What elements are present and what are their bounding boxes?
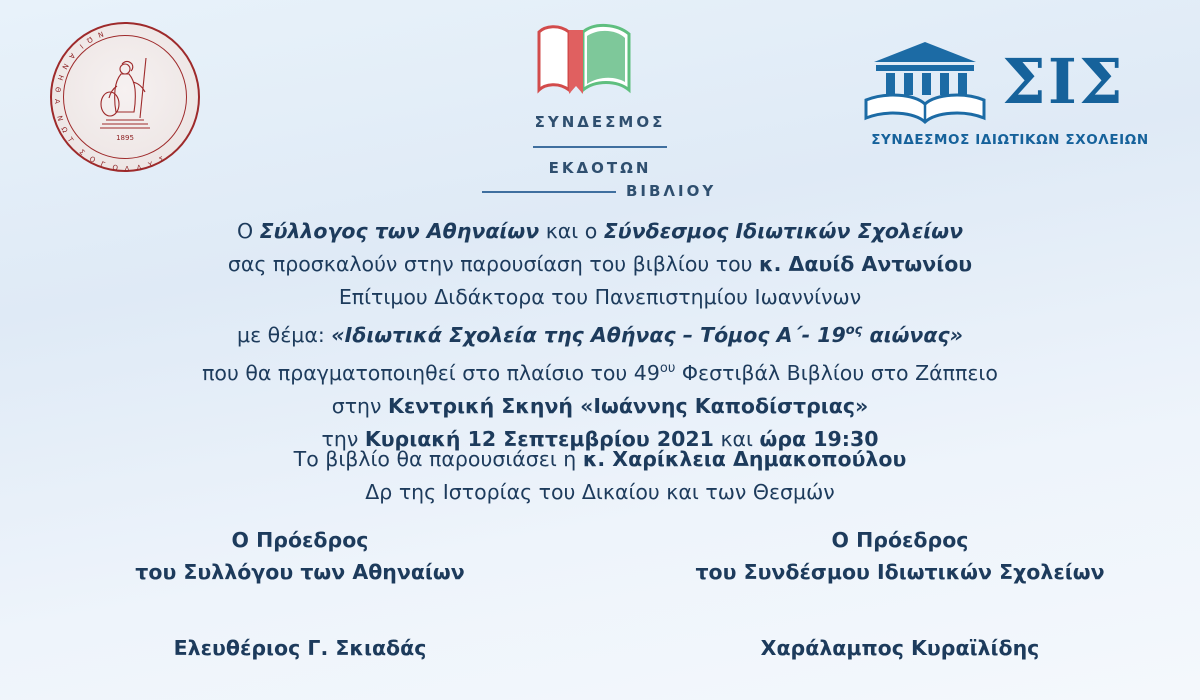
line7-conjunction: και: [713, 426, 760, 451]
sis-logo-row: [860, 38, 1160, 126]
invitation-line-1: [0, 215, 1200, 248]
line4-book-title-end: αιώνας»: [862, 322, 963, 347]
line7-date: Κυριακή 12 Σεπτεμβρίου 2021: [364, 426, 714, 451]
open-book-icon: [525, 20, 675, 102]
line1-org-athinaion: Σύλλογος των Αθηναίων: [259, 219, 540, 243]
invitation-line-5: [0, 352, 1200, 390]
line6-prefix: στην: [331, 393, 388, 418]
publishers-logo-line3: ΒΙΒΛΙΟΥ: [625, 182, 717, 201]
syndesmos-idiotikon-scholeion-logo: [860, 38, 1160, 163]
invitation-line-6: [0, 390, 1200, 423]
publishers-logo-line1: ΣΥΝΔΕΣΜΟΣ: [534, 113, 666, 131]
signature-right-name: Χαράλαμπος Κυραϊλίδης: [760, 636, 1040, 660]
seal-arc-text: Σ Υ Λ Λ Ο Γ Ο Σ Τ Ω Ν Α Θ Η Ν Α Ι Ω Ν: [52, 29, 167, 174]
line7-time: ώρα 19:30: [759, 426, 879, 451]
publishers-logo-rule-1: [533, 144, 667, 148]
publishers-logo-text: [480, 112, 720, 205]
syllogos-athinaion-seal: [50, 22, 205, 177]
presenter-prefix: Το βιβλίο θα παρουσιάσει η: [293, 447, 583, 471]
signature-right: [600, 524, 1200, 660]
invitation-line-2: [0, 248, 1200, 281]
presenter-line: [0, 443, 1200, 476]
temple-book-icon: [860, 38, 990, 126]
line1-prefix: Ο: [236, 219, 260, 243]
line2-author: κ. Δαυίδ Αντωνίου: [759, 252, 973, 276]
line2-text: σας προσκαλούν στην παρουσίαση του βιβλίου του: [227, 252, 760, 276]
logos-row: [0, 0, 1200, 201]
signature-right-title2: του Συνδέσμου Ιδιωτικών Σχολείων: [695, 560, 1105, 584]
publishers-logo-rule-2: [482, 189, 616, 193]
line4-prefix: με θέμα:: [237, 322, 332, 347]
line4-book-title: «Ιδιωτικά Σχολεία της Αθήνας – Τόμος Α΄- 19: [331, 322, 846, 347]
seal-year: 1895: [116, 134, 134, 142]
signature-right-title1: Ο Πρόεδρος: [831, 528, 969, 552]
line1-conjunction: και ο: [539, 219, 604, 243]
line1-org-sis: Σύνδεσμος Ιδιωτικών Σχολείων: [603, 219, 964, 243]
signatures-block: [0, 524, 1200, 660]
seal-outer-ring: [50, 22, 200, 172]
line6-venue: Κεντρική Σκηνή «Ιωάννης Καποδίστριας»: [388, 393, 869, 418]
signature-left-name: Ελευθέριος Γ. Σκιαδάς: [173, 636, 427, 660]
invitation-line-3: Επίτιμου Διδάκτορα του Πανεπιστημίου Ιωαννίνων: [338, 285, 862, 309]
signature-left-title1: Ο Πρόεδρος: [231, 528, 369, 552]
line5-prefix: που θα πραγματοποιηθεί στο πλαίσιο του 49: [202, 360, 660, 385]
line7-prefix: την: [321, 426, 365, 451]
presenter-role: Δρ της Ιστορίας του Δικαίου και των Θεσμών: [365, 480, 835, 504]
invitation-line-4: [0, 314, 1200, 352]
line5-suffix: Φεστιβάλ Βιβλίου στο Ζάππειο: [675, 360, 998, 385]
syndesmos-ekdoton-vivliou-logo: [480, 20, 720, 201]
line4-ordinal-suffix: ος: [845, 323, 863, 338]
signature-left-title2: του Συλλόγου των Αθηναίων: [135, 560, 465, 584]
sis-caption: ΣΥΝΔΕΣΜΟΣ ΙΔΙΩΤΙΚΩΝ ΣΧΟΛΕΙΩΝ: [871, 132, 1149, 148]
presenter-block: [0, 443, 1200, 509]
presenter-name: κ. Χαρίκλεια Δημακοπούλου: [582, 447, 907, 471]
line5-ordinal-suffix: ου: [659, 360, 676, 376]
signature-left: [0, 524, 600, 660]
sis-letters: ΣΙΣ: [1002, 45, 1125, 119]
publishers-logo-line2: ΕΚΔΟΤΩΝ: [548, 158, 652, 177]
invitation-text-block: [0, 215, 1200, 456]
